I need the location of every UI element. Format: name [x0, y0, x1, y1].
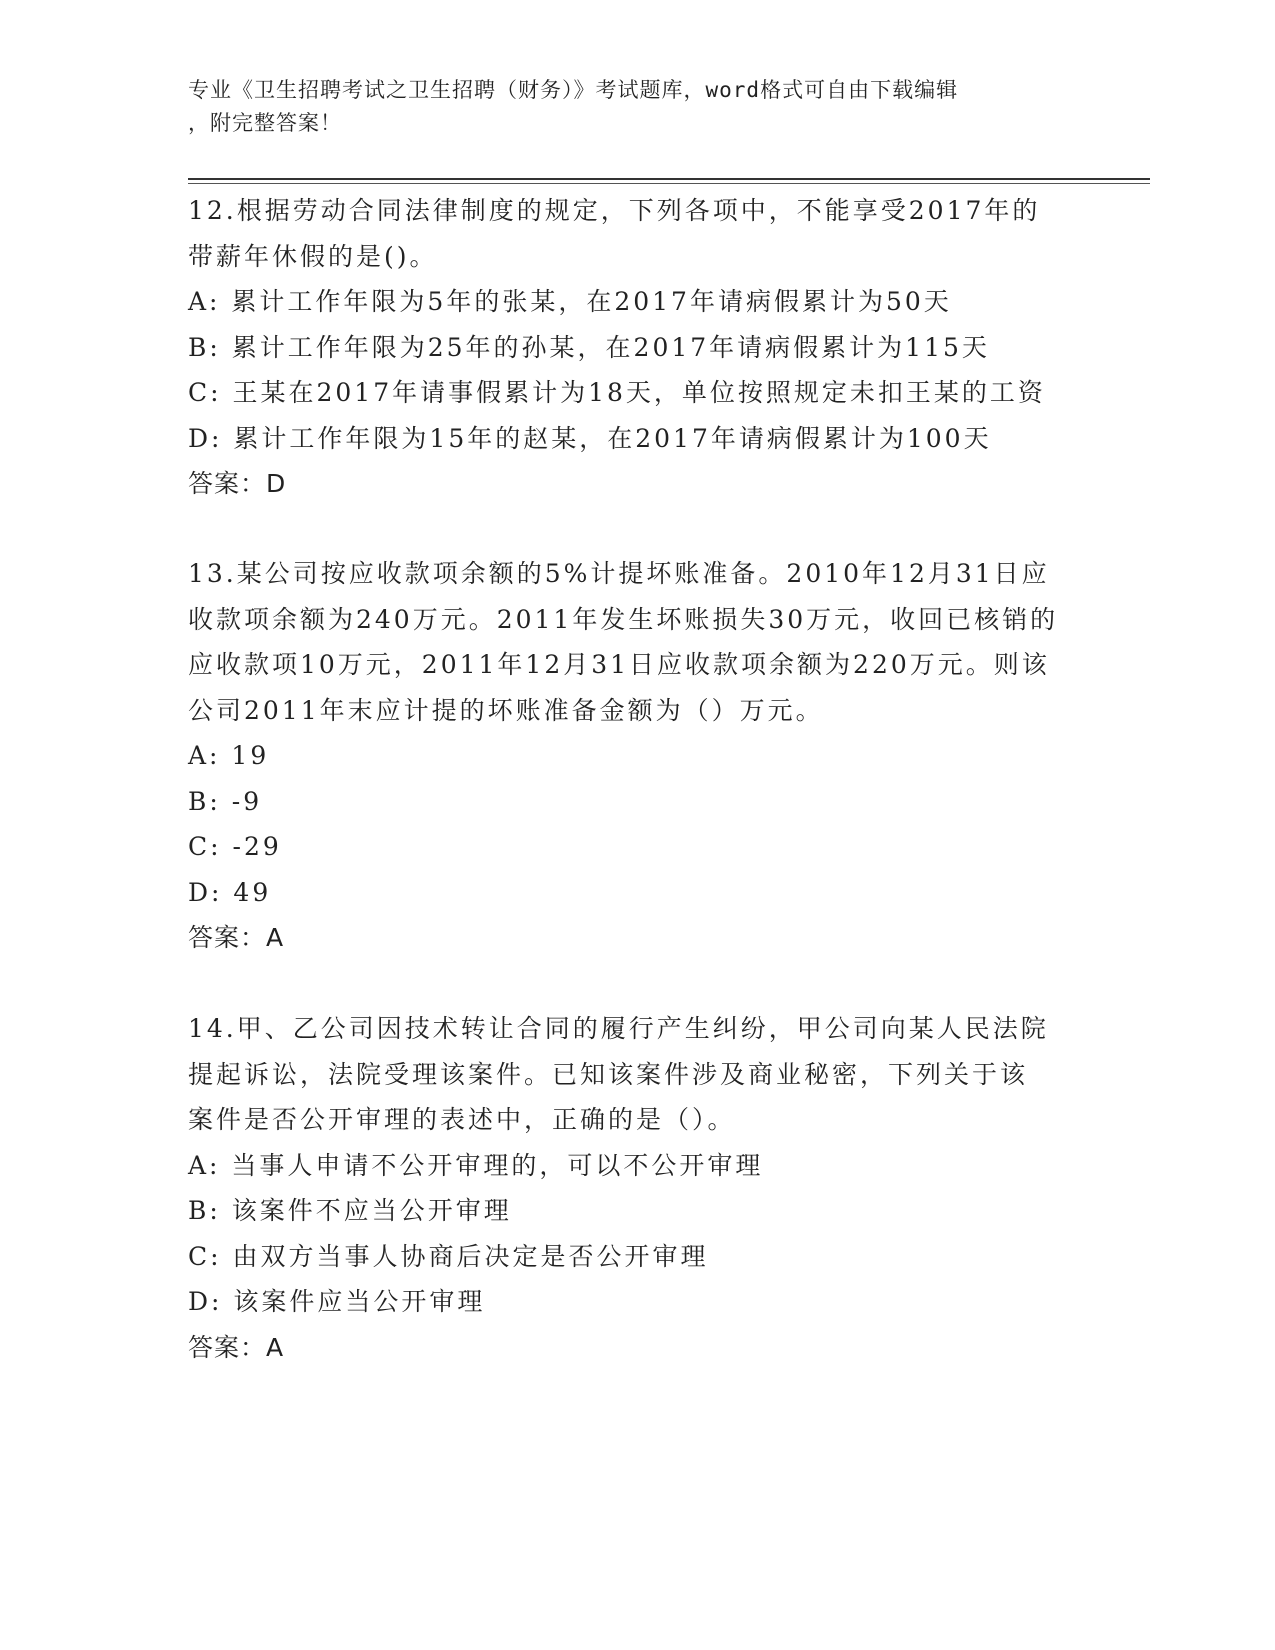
option-c: C: -29 [188, 832, 282, 861]
option-b: B: -9 [188, 786, 263, 816]
header-divider-thick [188, 178, 1150, 180]
option-d: D: 该案件应当公开审理 [188, 1287, 486, 1316]
question-stem-line: 应收款项10万元，2011年12月31日应收款项余额为220万元。则该 [188, 650, 1050, 679]
option-a: A: 累计工作年限为5年的张某，在2017年请病假累计为50天 [188, 287, 952, 316]
answer: 答案：D [188, 469, 287, 498]
answer: 答案：A [188, 1332, 285, 1362]
answer: 答案：A [188, 923, 285, 952]
question-stem-line: 收款项余额为240万元。2011年发生坏账损失30万元，收回已核销的 [188, 604, 1059, 634]
header-line-2: ，附完整答案！ [188, 111, 342, 135]
header-divider-thin [188, 183, 1150, 184]
question-12 [188, 188, 1088, 507]
option-d: D: 累计工作年限为15年的赵某，在2017年请病假累计为100天 [188, 423, 992, 453]
question-13 [188, 551, 1088, 961]
option-c: C: 王某在2017年请事假累计为18天，单位按照规定未扣王某的工资 [188, 378, 1046, 407]
question-stem-line: 提起诉讼，法院受理该案件。已知该案件涉及商业秘密，下列关于该 [188, 1059, 1029, 1089]
question-stem-line: 14.甲、乙公司因技术转让合同的履行产生纠纷，甲公司向某人民法院 [188, 1014, 1049, 1043]
header-line-1: 专业《卫生招聘考试之卫生招聘（财务）》考试题库，word格式可自由下载编辑 [188, 78, 959, 102]
question-stem-line: 案件是否公开审理的表述中，正确的是（）。 [188, 1105, 736, 1134]
option-a: A: 当事人申请不公开审理的，可以不公开审理 [188, 1150, 764, 1180]
option-b: B: 该案件不应当公开审理 [188, 1196, 512, 1225]
document-header [188, 74, 1068, 140]
option-d: D: 49 [188, 877, 272, 907]
question-14 [188, 1006, 1088, 1370]
question-stem-line: 公司2011年末应计提的坏账准备金额为（）万元。 [188, 695, 824, 725]
option-c: C: 由双方当事人协商后决定是否公开审理 [188, 1241, 709, 1271]
question-stem-line: 12.根据劳动合同法律制度的规定，下列各项中，不能享受2017年的 [188, 196, 1041, 225]
question-stem-line: 带薪年休假的是()。 [188, 241, 438, 271]
option-b: B: 累计工作年限为25年的孙某，在2017年请病假累计为115天 [188, 332, 990, 362]
option-a: A: 19 [188, 741, 270, 770]
question-stem-line: 13.某公司按应收款项余额的5%计提坏账准备。2010年12月31日应 [188, 559, 1050, 588]
